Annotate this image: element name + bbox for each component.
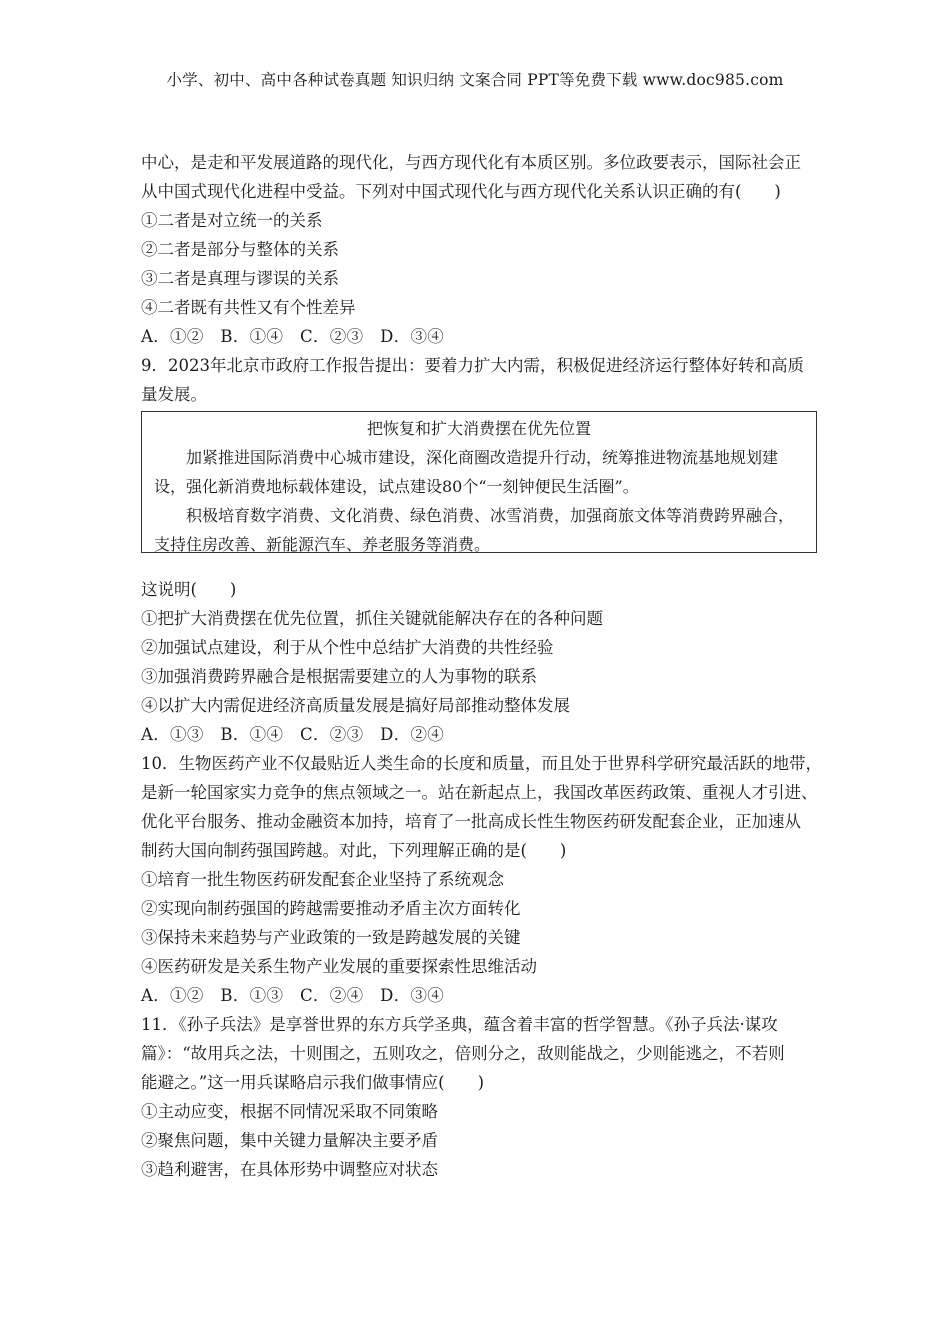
q11-item-1: ①主动应变，根据不同情况采取不同策略 <box>141 1102 438 1121</box>
q8-item-4: ④二者既有共性又有个性差异 <box>141 298 356 317</box>
q11-stem-line: 能避之。”这一用兵谋略启示我们做事情应( ) <box>141 1073 485 1092</box>
q10-options: A．①② B．①③ C．②④ D．③④ <box>141 986 445 1005</box>
q9-item-3: ③加强消费跨界融合是根据需要建立的人为事物的联系 <box>141 667 537 686</box>
q9-box-title: 把恢复和扩大消费摆在优先位置 <box>366 419 591 438</box>
q10-stem-line: 制药大国向制药强国跨越。对此，下列理解正确的是( ) <box>141 841 567 860</box>
q8-item-3: ③二者是真理与谬误的关系 <box>141 269 339 288</box>
q11-stem-line: 11．《孙子兵法》是享誉世界的东方兵学圣典，蕴含着丰富的哲学智慧。《孙子兵法·谋攻 <box>141 1015 778 1034</box>
q11-item-3: ③趋利避害，在具体形势中调整应对状态 <box>141 1160 438 1179</box>
q9-prompt: 这说明( ) <box>141 580 237 599</box>
q10-item-1: ①培育一批生物医药研发配套企业坚持了系统观念 <box>141 870 504 889</box>
q9-item-1: ①把扩大消费摆在优先位置，抓住关键就能解决存在的各种问题 <box>141 609 603 628</box>
q9-options: A．①③ B．①④ C．②③ D．②④ <box>141 725 445 744</box>
q11-stem-line: 篇》：“故用兵之法，十则围之，五则攻之，倍则分之，敌则能战之，少则能逃之，不若则 <box>141 1044 785 1063</box>
q10-stem-line: 是新一轮国家实力竞争的焦点领域之一。站在新起点上，我国改革医药政策、重视人才引进、 <box>141 783 818 802</box>
question-10 <box>141 749 821 1010</box>
question-8 <box>141 148 821 351</box>
page-content <box>141 148 821 1184</box>
q8-stem-line: 中心，是走和平发展道路的现代化，与西方现代化有本质区别。多位政要表示，国际社会正 <box>141 153 801 172</box>
q10-item-4: ④医药研发是关系生物产业发展的重要探索性思维活动 <box>141 957 537 976</box>
q11-item-2: ②聚焦问题，集中关键力量解决主要矛盾 <box>141 1131 438 1150</box>
q9-item-2: ②加强试点建设，利于从个性中总结扩大消费的共性经验 <box>141 638 554 657</box>
page-header: 小学、初中、高中各种试卷真题 知识归纳 文案合同 PPT等免费下载 www.doc985.com <box>166 71 784 89</box>
q8-options: A．①② B．①④ C．②③ D．③④ <box>141 327 445 346</box>
q10-stem-line: 10．生物医药产业不仅最贴近人类生命的长度和质量，而且处于世界科学研究最活跃的地带， <box>141 754 822 773</box>
q9-stem-line: 9．2023年北京市政府工作报告提出：要着力扩大内需，积极促进经济运行整体好转和高质 <box>141 356 804 375</box>
q10-item-2: ②实现向制药强国的跨越需要推动矛盾主次方面转化 <box>141 899 521 918</box>
question-11 <box>141 1010 821 1184</box>
q9-box-para1-line: 设，强化新消费地标载体建设，试点建设80个“一刻钟便民生活圈”。 <box>154 477 639 496</box>
q9-stem-line: 量发展。 <box>141 385 207 404</box>
q9-box-para2-line: 积极培育数字消费、文化消费、绿色消费、冰雪消费，加强商旅文体等消费跨界融合， <box>186 506 795 525</box>
q8-item-1: ①二者是对立统一的关系 <box>141 211 323 230</box>
q10-stem-line: 优化平台服务、推动金融资本加持，培育了一批高成长性生物医药研发配套企业，正加速从 <box>141 812 801 831</box>
q8-item-2: ②二者是部分与整体的关系 <box>141 240 339 259</box>
q9-box-para2-line: 支持住房改善、新能源汽车、养老服务等消费。 <box>154 535 491 554</box>
question-9 <box>141 351 821 749</box>
q10-item-3: ③保持未来趋势与产业政策的一致是跨越发展的关键 <box>141 928 521 947</box>
q9-material-box <box>141 411 817 553</box>
q9-item-4: ④以扩大内需促进经济高质量发展是搞好局部推动整体发展 <box>141 696 570 715</box>
q8-stem-line: 从中国式现代化进程中受益。下列对中国式现代化与西方现代化关系认识正确的有( ) <box>141 182 781 201</box>
q9-box-para1-line: 加紧推进国际消费中心城市建设，深化商圈改造提升行动，统筹推进物流基地规划建 <box>186 448 779 467</box>
